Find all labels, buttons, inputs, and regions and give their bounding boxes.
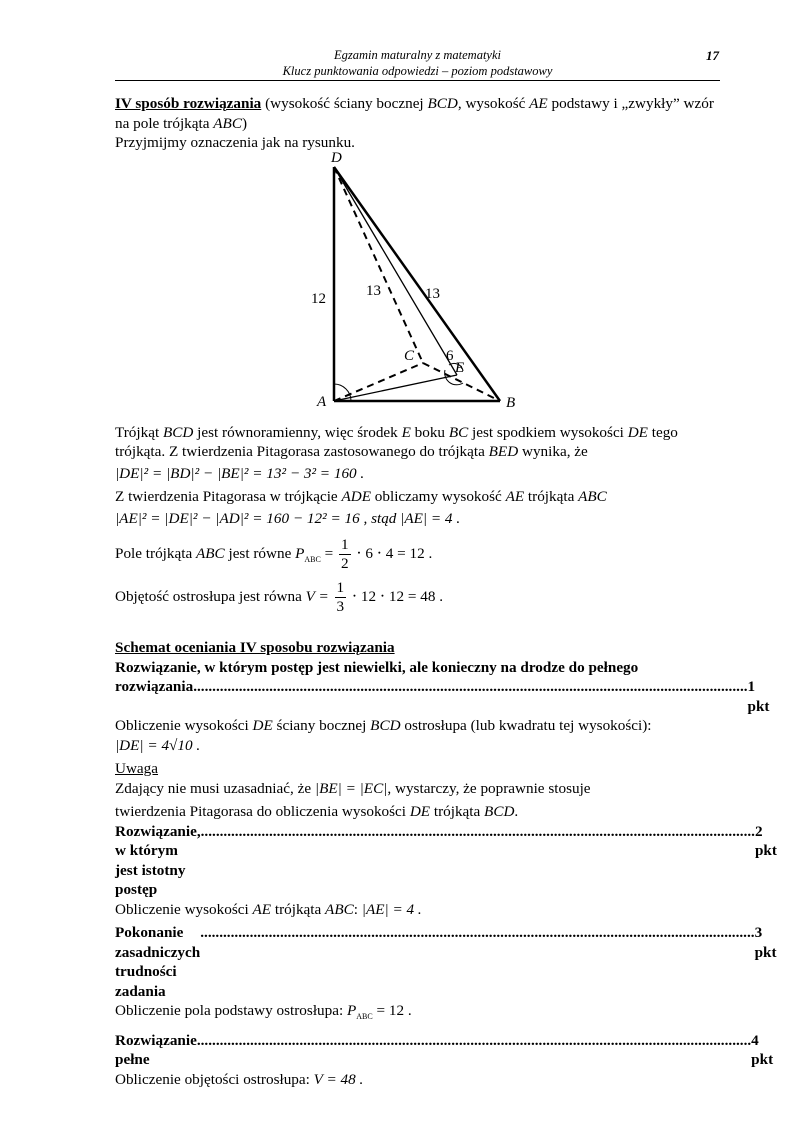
level-1-equation: |DE| = 4√10 . xyxy=(115,736,201,754)
text: jest równe xyxy=(224,544,296,562)
edge-AC xyxy=(334,363,423,401)
dot-leader: .................................................................................................................................................. xyxy=(193,678,748,695)
text: P xyxy=(346,1002,357,1019)
solution-paragraph-1 xyxy=(115,423,720,462)
volume-line xyxy=(115,579,720,616)
text: Rozwiązanie, w którym jest istotny postęp xyxy=(115,822,201,898)
text: BCD xyxy=(370,717,401,734)
text: trójkąta xyxy=(271,900,326,918)
pyramid-diagram xyxy=(115,153,720,423)
solution-paragraph-2 xyxy=(115,487,720,507)
segment-DE xyxy=(334,167,457,375)
text: |AE| = 4 . xyxy=(361,900,422,918)
text: Obliczenie objętości ostrosłupa: xyxy=(115,1070,314,1088)
text: V = 48 . xyxy=(313,1070,364,1088)
length-13-right: 13 xyxy=(425,285,440,302)
text: , wystarczy, że poprawnie stosuje xyxy=(387,779,591,797)
text: twierdzenia Pitagorasa do obliczenia wysokości xyxy=(115,803,410,820)
level-2-row xyxy=(115,822,777,900)
level-3-description xyxy=(115,1001,720,1027)
text: V = xyxy=(305,587,329,605)
text: DE xyxy=(627,423,648,441)
text: podstawy i „zwykły” wzór na pole trójkąta xyxy=(115,95,714,132)
note-title: Uwaga xyxy=(115,760,159,777)
note-line-2 xyxy=(115,802,720,822)
label-D: D xyxy=(331,149,342,166)
segment-AE xyxy=(334,375,457,401)
text: ABC xyxy=(325,900,354,918)
page-content xyxy=(115,94,777,1089)
level-1-description xyxy=(115,716,720,736)
text: Rozwiązanie pełne xyxy=(115,1031,197,1069)
text: 3 xyxy=(336,598,345,615)
length-13-left: 13 xyxy=(366,282,381,299)
text: trójkąta xyxy=(524,488,579,505)
text: E xyxy=(401,423,411,441)
text: BED xyxy=(488,443,519,460)
level-2-description xyxy=(115,900,720,920)
dot-leader: .................................................................................................................................................. xyxy=(196,1031,752,1049)
text: . xyxy=(514,803,519,820)
text: ostrosłupa (lub kwadratu tej wysokości): xyxy=(400,717,652,734)
text: , wysokość xyxy=(457,95,530,112)
text: Zdający nie musi uzasadniać, że xyxy=(115,779,315,797)
level-1-title: Rozwiązanie, w którym postęp jest niewielki, ale konieczny na drodze do pełnego xyxy=(115,658,639,676)
text: Z twierdzenia Pitagorasa w trójkącie xyxy=(115,488,342,505)
text: Obliczenie wysokości xyxy=(115,900,253,918)
text: boku xyxy=(410,423,449,441)
text: Pole trójkąta xyxy=(115,544,196,562)
dot-leader: .................................................................................................................................................. xyxy=(200,822,755,840)
level-4-row xyxy=(115,1031,774,1070)
text: BCD xyxy=(162,423,194,441)
points: 4 pkt xyxy=(751,1031,774,1069)
header-line-1: Egzamin maturalny z matematyki xyxy=(334,48,501,62)
text: ABC xyxy=(304,555,321,565)
level-4-description xyxy=(115,1070,720,1090)
text: 2 xyxy=(341,555,349,572)
page-header xyxy=(115,47,720,79)
text: ABC xyxy=(356,1012,373,1022)
text: DE xyxy=(252,717,273,734)
points: 3 pkt xyxy=(754,924,777,961)
text: 1 xyxy=(336,579,345,596)
text: |BE| = |EC| xyxy=(314,779,388,797)
edge-DC xyxy=(334,167,423,363)
text: Trójkąt xyxy=(115,423,163,441)
text: AE xyxy=(252,900,272,918)
label-B: B xyxy=(506,394,516,411)
text: P xyxy=(295,544,305,562)
text: AE xyxy=(529,95,548,112)
scheme-title: Schemat oceniania IV sposobu rozwiązania xyxy=(115,639,395,656)
text: ABC xyxy=(578,488,607,505)
text: BCD xyxy=(427,95,458,112)
text: jest spodkiem wysokości xyxy=(468,423,628,441)
points: 2 pkt xyxy=(754,822,777,859)
text: ) xyxy=(241,114,248,132)
text: : xyxy=(353,900,362,918)
text: ABC xyxy=(213,114,242,132)
text: Objętość ostrosłupa jest równa xyxy=(115,587,306,605)
intro-text: Przyjmijmy oznaczenia jak na rysunku. xyxy=(115,134,355,151)
text: DE xyxy=(409,803,431,820)
dot-leader: .................................................................................................................................................. xyxy=(200,924,755,941)
area-line: Pole trójkąta ABC jest równe $P_{ABC}$ = $\frac{1}{2}$ ⋅ 6 ⋅ 4 = 12 . xyxy=(115,536,433,572)
page-number: 17 xyxy=(706,48,719,63)
level-3-row xyxy=(115,923,777,1001)
text: jest równoramienny, więc środek xyxy=(193,423,402,441)
equation-1: |DE|² = |BD|² − |BE|² = 13² − 3² = 160 . xyxy=(115,464,365,482)
text: AE xyxy=(505,488,525,505)
fraction-half xyxy=(339,536,351,573)
equation-2: |AE|² = |DE|² − |AD|² = 160 − 12² = 16 , stąd |AE| = 4 . xyxy=(115,509,461,527)
label-A: A xyxy=(317,393,327,410)
text: trójkąta xyxy=(430,803,485,820)
length-6: 6 xyxy=(446,347,454,364)
points: 1 pkt xyxy=(747,678,770,715)
header-line-2: Klucz punktowania odpowiedzi – poziom podstawowy xyxy=(282,64,553,78)
text: = 12 . xyxy=(372,1002,412,1019)
text: BCD xyxy=(484,803,515,820)
text: ⋅ 12 ⋅ 12 = 48 . xyxy=(348,587,444,605)
text: wynika, że xyxy=(518,443,588,460)
text: ADE xyxy=(341,488,371,505)
method-title: IV sposób rozwiązania xyxy=(115,95,262,112)
text: 1 xyxy=(341,536,349,553)
pyramid-figure xyxy=(115,149,720,423)
text: (wysokość ściany bocznej xyxy=(261,95,428,112)
level-1-row xyxy=(115,677,770,716)
text: ABC xyxy=(195,544,225,562)
label-E: E xyxy=(455,359,465,376)
note-line-1 xyxy=(115,779,720,799)
text: BC xyxy=(448,423,469,441)
text: obliczamy wysokość xyxy=(371,488,506,505)
header-rule xyxy=(115,80,720,81)
text: Pokonanie zasadniczych trudności zadania xyxy=(115,924,201,1000)
text: ściany bocznej xyxy=(272,717,371,734)
text: tego trójkąta. Z twierdzenia Pitagorasa zastosowanego do trójkąta xyxy=(115,423,678,460)
text: rozwiązania xyxy=(115,678,194,695)
method-heading xyxy=(115,94,720,133)
spacer xyxy=(115,616,720,638)
length-12: 12 xyxy=(311,290,326,307)
fraction-third xyxy=(335,579,347,616)
text: ⋅ 6 ⋅ 4 = 12 . xyxy=(352,544,433,562)
label-C: C xyxy=(404,347,415,364)
text: Obliczenie wysokości xyxy=(115,717,253,734)
text: Obliczenie pola podstawy ostrosłupa: xyxy=(115,1002,347,1019)
